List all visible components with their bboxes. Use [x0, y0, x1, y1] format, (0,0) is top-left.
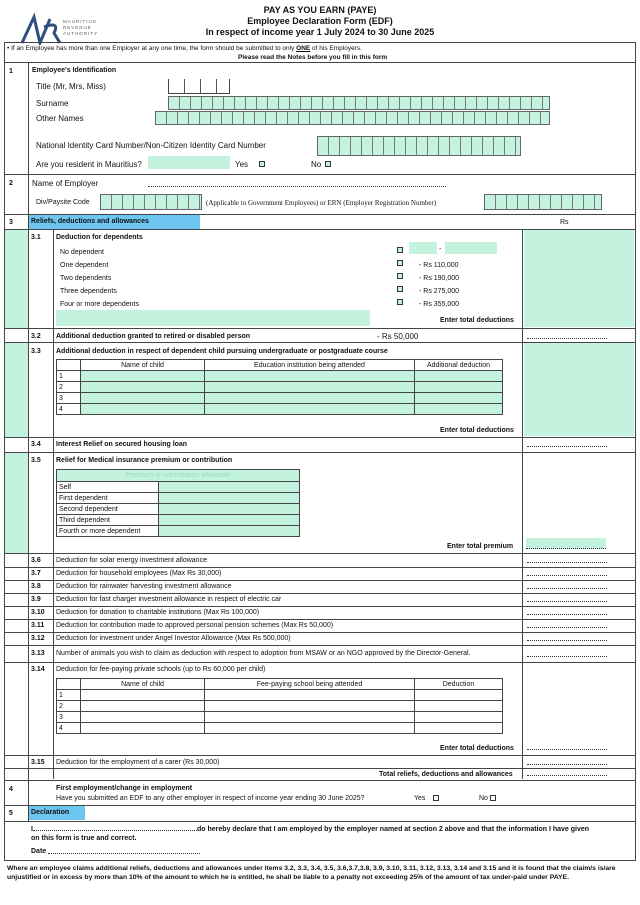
table-row: 1: [57, 690, 503, 701]
dependent-row: No dependent: [60, 249, 104, 256]
read-notes: Please read the Notes before you fill in this form: [238, 54, 388, 61]
dependent-amount: - Rs 275,000: [419, 288, 460, 295]
s3-num: 3: [9, 219, 13, 226]
resident-field: [148, 156, 230, 169]
dependent-checkbox[interactable]: [397, 273, 403, 279]
dependent-checkbox[interactable]: [397, 247, 403, 253]
dependent-checkbox[interactable]: [397, 260, 403, 266]
i32-input[interactable]: [527, 338, 607, 339]
i34-input[interactable]: [527, 446, 607, 447]
declaration-text: I do hereby declare that I am employed by the employer named at section 2 above and that the information I have given on this form is true and correct.: [31, 826, 590, 842]
table-row: 2: [57, 701, 503, 712]
i32-title: Additional deduction granted to retired or disabled person: [56, 333, 251, 340]
item-num: 3.11: [31, 622, 45, 629]
footer-warning: Where an employee claims additional reliefs, deductions and allowances under items 3.2, 3.3, 3.4, 3.5, 3.6,3.7,3.8, 3.9, 3.10, 3.11, 3.12, 3.13, 3.14 and 3.15 and it is found that the claim/s is/are unjustified or in excess by more than 10% of the amount to which he is entitled, he shall be liable to a penalty not exceeding 25% of the amount of tax under-paid under PAYE.: [7, 865, 616, 881]
i315-input[interactable]: [527, 764, 607, 765]
table-row: 4: [57, 404, 503, 415]
resident-label: Are you resident in Mauritius?: [36, 160, 142, 169]
item-label: Deduction for investment under Angel Investor Allowance (Max Rs 500,000): [56, 635, 291, 642]
i34-title: Interest Relief on secured housing loan: [56, 441, 188, 448]
form-title: PAY AS YOU EARN (PAYE): [263, 5, 377, 15]
col-header: Name of child: [81, 679, 205, 690]
i35-col-header: Premium or contribution allowable: [57, 470, 300, 482]
i31-amount-box[interactable]: [524, 230, 634, 327]
item-label: Deduction for solar energy investment allowance: [56, 557, 207, 564]
s4-num: 4: [9, 786, 13, 793]
item-num: 3.12: [31, 635, 45, 642]
table-row: 1: [57, 371, 503, 382]
title-label: Title (Mr, Mrs, Miss): [36, 82, 106, 91]
i313-num: 3.13: [31, 650, 45, 657]
dependent-amount: - Rs 190,000: [419, 275, 460, 282]
i35-title: Relief for Medical insurance premium or contribution: [56, 457, 233, 464]
resident-no-checkbox[interactable]: [325, 161, 331, 167]
item-label: Deduction for fast charger investment allowance in respect of electric car: [56, 596, 282, 603]
i315-num: 3.15: [31, 759, 45, 766]
item-label: Deduction for contribution made to approved personal pension schemes (Max Rs 50,000): [56, 622, 334, 629]
i33-num: 3.3: [31, 348, 41, 355]
s1-title: Employee's Identification: [32, 67, 117, 74]
item-label: Deduction for rainwater harvesting investment allowance: [56, 583, 232, 590]
i313-label: Number of animals you wish to claim as deduction with respect to adoption from MSAW or an NGO approved by the Director-General.: [56, 650, 471, 657]
logo-line3: AUTHORITY: [63, 31, 99, 36]
item-input[interactable]: [527, 588, 607, 589]
s4-question: Have you submitted an EDF to any other employer in respect of income year ending 30 June 2025?: [56, 795, 365, 802]
item-input[interactable]: [527, 601, 607, 602]
table-row: 3: [57, 393, 503, 404]
resident-yes-label: Yes: [235, 160, 249, 169]
s4-no-checkbox[interactable]: [490, 795, 496, 801]
form-period: In respect of income year 1 July 2024 to 30 June 2025: [205, 27, 435, 37]
dependent-row: One dependent: [60, 262, 109, 269]
dependent-row: Four or more dependents: [60, 301, 139, 308]
dependent-checkbox[interactable]: [397, 299, 403, 305]
item-input[interactable]: [527, 640, 607, 641]
i33-enter-total: Enter total deductions: [440, 427, 514, 434]
paysite-label: Div/Paysite Code: [36, 199, 90, 206]
i314-table: [56, 678, 503, 734]
employer-input[interactable]: [148, 186, 446, 187]
total-label: Total reliefs, deductions and allowances: [379, 771, 513, 778]
i314-input[interactable]: [527, 749, 607, 750]
other-names-input[interactable]: [155, 111, 550, 125]
col-header: Fee-paying school being attended: [205, 679, 415, 690]
nic-input[interactable]: [317, 136, 521, 156]
i32-amount: - Rs 50,000: [377, 332, 419, 341]
item-label: Deduction for household employees (Max Rs 30,000): [56, 570, 222, 577]
i32-num: 3.2: [31, 333, 41, 340]
s2-num: 2: [9, 180, 13, 187]
total-input[interactable]: [527, 775, 607, 776]
title-input[interactable]: [168, 79, 230, 94]
i35-num: 3.5: [31, 457, 41, 464]
i314-title: Deduction for fee-paying private schools (up to Rs 60,000 per child): [56, 666, 266, 673]
dependent-amount: - Rs 110,000: [419, 262, 459, 269]
table-row: Third dependent: [57, 515, 300, 526]
s4-no-label: No: [479, 795, 488, 802]
i315-label: Deduction for the employment of a carer (Rs 30,000): [56, 759, 220, 766]
i314-num: 3.14: [31, 666, 45, 673]
surname-input[interactable]: [168, 96, 550, 110]
i313-input[interactable]: [527, 656, 607, 657]
i33-table: [56, 359, 503, 415]
item-input[interactable]: [527, 627, 607, 628]
form-subtitle: Employee Declaration Form (EDF): [247, 16, 393, 26]
s5-num: 5: [9, 810, 13, 817]
resident-no-label: No: [311, 160, 322, 169]
i31-enter-total: Enter total deductions: [440, 317, 514, 324]
applicable-note: (Applicable to Government Employees) or ERN (Employer Registration Number): [206, 199, 437, 207]
rs-label: Rs: [560, 219, 569, 226]
table-row: Second dependent: [57, 504, 300, 515]
item-num: 3.7: [31, 570, 41, 577]
nic-label: National Identity Card Number/Non-Citizen Identity Card Number: [36, 141, 266, 150]
i35-table: [56, 469, 300, 537]
table-row: Fourth or more dependent: [57, 526, 300, 537]
item-num: 3.8: [31, 583, 41, 590]
surname-label: Surname: [36, 99, 69, 108]
item-num: 3.6: [31, 557, 41, 564]
table-row: 4: [57, 723, 503, 734]
table-row: 3: [57, 712, 503, 723]
date-input[interactable]: [48, 853, 200, 854]
s3-title: Reliefs, deductions and allowances: [29, 215, 200, 229]
s1-num: 1: [9, 68, 13, 75]
item-num: 3.9: [31, 596, 41, 603]
i31-title: Deduction for dependents: [56, 234, 143, 241]
dependent-checkbox[interactable]: [397, 286, 403, 292]
col-header: Education institution being attended: [205, 360, 415, 371]
ern-input[interactable]: [484, 194, 602, 210]
s4-yes-checkbox[interactable]: [433, 795, 439, 801]
other-names-label: Other Names: [36, 114, 84, 123]
paysite-input[interactable]: [100, 194, 202, 210]
resident-yes-checkbox[interactable]: [259, 161, 265, 167]
s5-title: Declaration: [29, 806, 85, 820]
dependent-amount: -: [439, 246, 442, 253]
dependent-row: Three dependents: [60, 288, 117, 295]
i35-total-input[interactable]: [526, 538, 606, 549]
item-input[interactable]: [527, 575, 607, 576]
i33-amount-box[interactable]: [524, 343, 634, 436]
item-num: 3.10: [31, 609, 45, 616]
i31-num: 3.1: [31, 234, 41, 241]
dependent-row: Two dependents: [60, 275, 112, 282]
s4-yes-label: Yes: [414, 795, 426, 802]
i33-title: Additional deduction in respect of dependent child pursuing undergraduate or postgraduate course: [56, 348, 388, 355]
col-header: Deduction: [415, 679, 503, 690]
s4-title: First employment/change in employment: [56, 785, 193, 792]
date-label: Date: [31, 848, 47, 855]
col-header: Name of child: [81, 360, 205, 371]
i34-num: 3.4: [31, 441, 41, 448]
i314-enter-total: Enter total deductions: [440, 745, 514, 752]
logo-line1: MAURITIUS: [63, 19, 97, 24]
item-input[interactable]: [527, 562, 607, 563]
logo-line2: REVENUE: [63, 25, 92, 30]
col-header: Additional deduction: [415, 360, 503, 371]
item-label: Deduction for donation to charitable institutions (Max Rs 100,000): [56, 609, 260, 616]
item-input[interactable]: [527, 614, 607, 615]
table-row: Self: [57, 482, 300, 493]
i35-enter-total: Enter total premium: [447, 543, 514, 550]
notice: • If an Employee has more than one Employer at any one time, the form should be submitted to only ONE of his Employers.: [7, 45, 362, 52]
table-row: First dependent: [57, 493, 300, 504]
dependent-amount: - Rs 355,000: [419, 301, 460, 308]
table-row: 2: [57, 382, 503, 393]
employer-label: Name of Employer: [32, 179, 99, 188]
